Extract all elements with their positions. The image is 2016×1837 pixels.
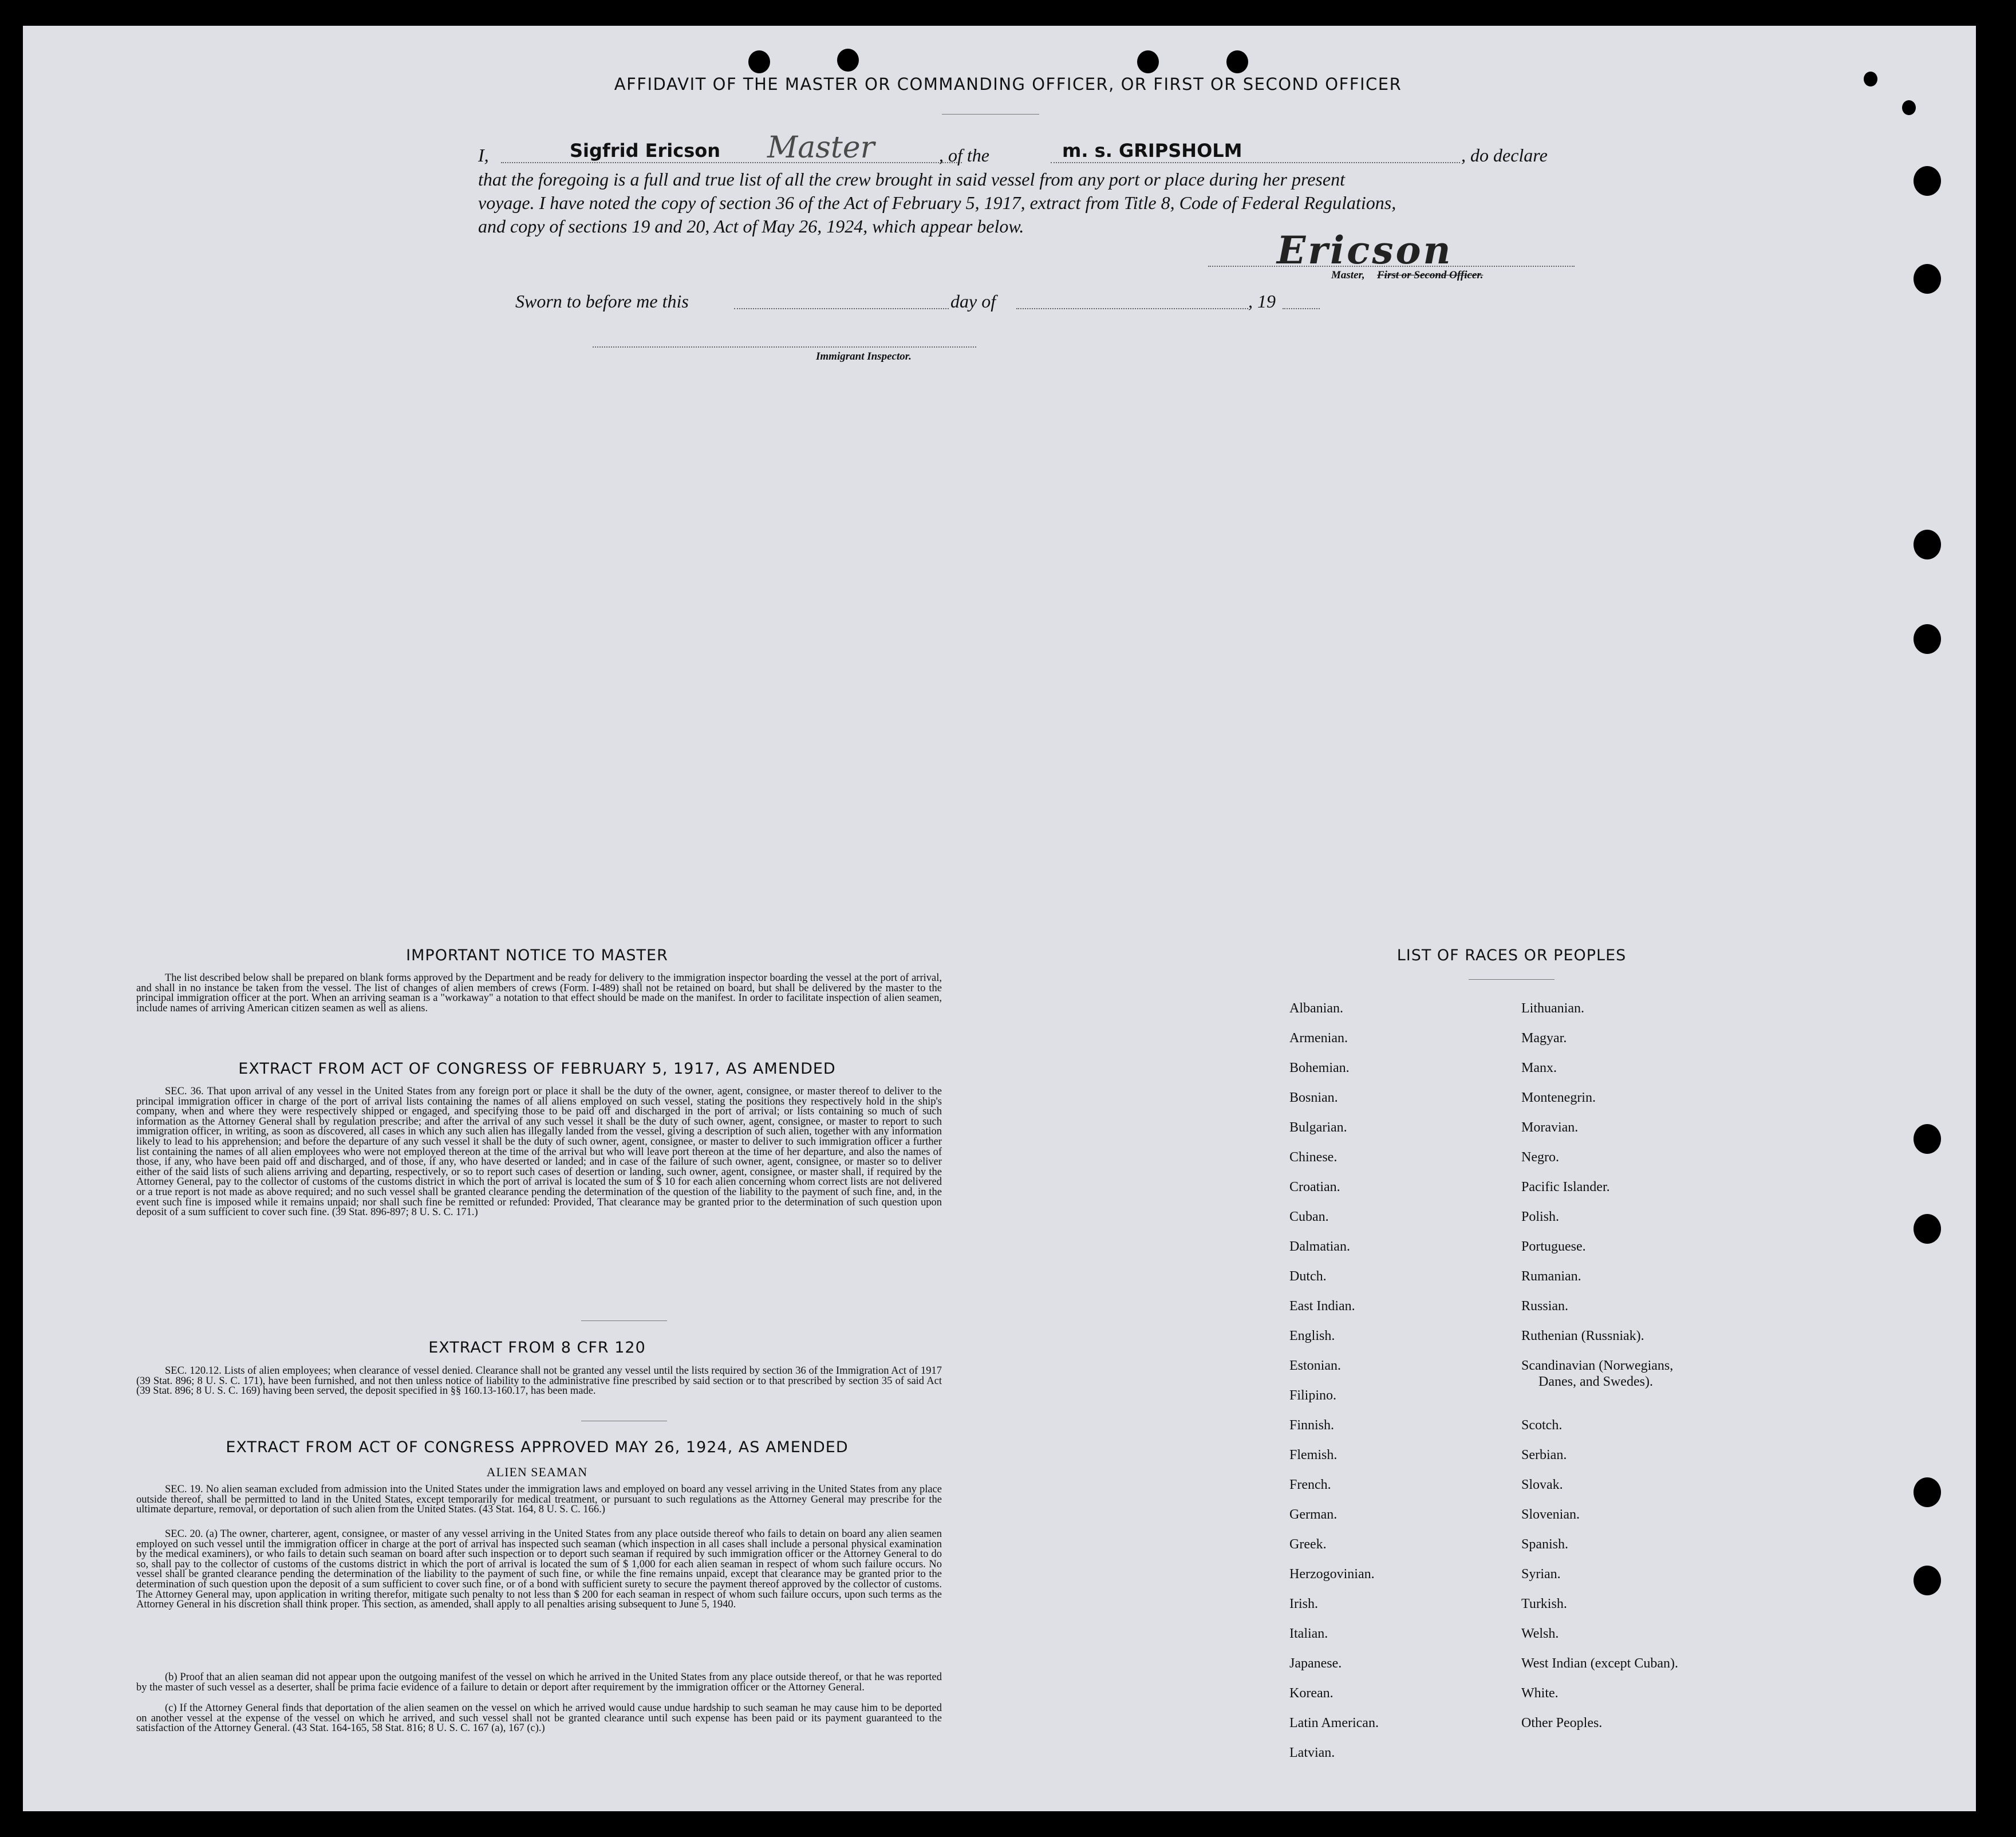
race-item: Montenegrin. [1521, 1090, 1596, 1105]
race-item: Latin American. [1289, 1716, 1379, 1730]
punch-hole [1914, 1477, 1941, 1507]
race-item: Latvian. [1289, 1745, 1335, 1760]
sec-20b-text: (b) Proof that an alien seaman did not appear upon the outgoing manifest of the vessel on which he arrived in the United States from any place outside thereof, or that he was reported by the master of such vessel as a deserter, shall be prima facie evidence of a failure to detain or deport after requirement by the immigration officer or the Attorney General. [136, 1672, 942, 1693]
race-item: West Indian (except Cuban). [1521, 1656, 1678, 1671]
race-item: Armenian. [1289, 1031, 1348, 1046]
race-item: Polish. [1521, 1209, 1560, 1224]
notice-text: The list described below shall be prepared on blank forms approved by the Department and be ready for delivery to the immigration inspector boarding the vessel at the port of arrival, and shall in no instance be taken from the vessel. The list of changes of alien members of crews (Form. I-489) shall not be retained on board, but shall be delivered by the master to the principal immigration officer at the port. When an arriving seaman is a "workaway" a notation to that effect should be made on the manifest. In order to facilitate inspection of alien seamen, include names of arriving American citizen seamen as well as aliens. [136, 972, 942, 1014]
race-item: Slovenian. [1521, 1507, 1580, 1522]
race-item: Greek. [1289, 1537, 1327, 1552]
race-item: Bosnian. [1289, 1090, 1338, 1105]
race-item: Spanish. [1521, 1537, 1569, 1552]
master-name: Sigfrid Ericson [570, 140, 721, 161]
extract-cfr-title: EXTRACT FROM 8 CFR 120 [428, 1339, 646, 1357]
race-item: Dalmatian. [1289, 1239, 1350, 1254]
sec-19-text: SEC. 19. No alien seaman excluded from admission into the United States under the immigration laws and employed on board any vessel arriving in the United States from any place outside thereof, shall be permitted to land in the United States, except temporarily for medical treatment, or pursuant to such regulations as the Attorney General may prescribe for the ultimate departure, removal, or deportation of such alien from the United States. (43 Stat. 164, 8 U. S. C. 166.) [136, 1484, 942, 1516]
race-item: Japanese. [1289, 1656, 1342, 1671]
inspector-label: Immigrant Inspector. [816, 350, 912, 362]
punch-hole [1914, 624, 1941, 654]
race-item: Estonian. [1289, 1358, 1341, 1373]
day-of-text: day of [950, 291, 996, 312]
race-item: Cuban. [1289, 1209, 1329, 1224]
race-item: Other Peoples. [1521, 1716, 1603, 1730]
do-declare-text: , do declare [1461, 145, 1548, 165]
affidavit-title: AFFIDAVIT OF THE MASTER OR COMMANDING OFFICER, OR FIRST OR SECOND OFFICER [614, 74, 1402, 94]
race-item: Filipino. [1289, 1388, 1337, 1403]
race-item: Herzogovinian. [1289, 1567, 1375, 1582]
rank-handwritten: Master [767, 131, 875, 165]
affidavit-line-2: that the foregoing is a full and true list of all the crew brought in said vessel from any port or place during her present [478, 169, 1345, 190]
race-item: German. [1289, 1507, 1338, 1522]
signature-label-master: Master, [1331, 269, 1365, 281]
punch-hole [1137, 50, 1159, 73]
race-item: Scotch. [1521, 1418, 1563, 1433]
vessel-field-line [1051, 162, 1460, 163]
race-item: East Indian. [1289, 1299, 1355, 1314]
year-prefix-text: , 19 [1248, 291, 1276, 312]
affidavit-pronoun: I, [478, 145, 489, 165]
vessel-name: m. s. GRIPSHOLM [1062, 140, 1242, 161]
of-the-text: , of the [939, 145, 989, 165]
divider [942, 114, 1039, 115]
race-item: Scandinavian (Norwegians, [1521, 1358, 1674, 1373]
sworn-month-line [1016, 308, 1248, 309]
extract-1924-title: EXTRACT FROM ACT OF CONGRESS APPROVED MAY 26, 1924, AS AMENDED [226, 1438, 849, 1456]
race-item: Danes, and Swedes). [1538, 1374, 1653, 1389]
affidavit-line-4: and copy of sections 19 and 20, Act of May 26, 1924, which appear below. [478, 216, 1024, 236]
race-item: English. [1289, 1329, 1335, 1343]
race-item: Portuguese. [1521, 1239, 1586, 1254]
race-item: Russian. [1521, 1299, 1569, 1314]
race-item: Welsh. [1521, 1626, 1559, 1641]
punch-hole [1914, 1566, 1941, 1595]
race-item: Magyar. [1521, 1031, 1567, 1046]
races-title: LIST OF RACES OR PEOPLES [1396, 947, 1627, 964]
race-item: Korean. [1289, 1686, 1334, 1701]
extract-1917-title: EXTRACT FROM ACT OF CONGRESS OF FEBRUARY 5, 1917, AS AMENDED [238, 1060, 836, 1078]
race-item: Slovak. [1521, 1477, 1563, 1492]
sworn-year-line [1283, 308, 1320, 309]
extract-1917-text: SEC. 36. That upon arrival of any vessel in the United States from any foreign port or place it shall be the duty of the owner, agent, consignee, or master thereof to deliver to the principal immigration officer in charge of the port of arrival lists containing the names of all aliens employed on such vessel, stating the positions they respectively hold in the ship's company, when and where they were respectively shipped or engaged, and specifying those to be paid off and discharged in the port of arrival; or lists containing so much of such information as the Attorney General shall by regulation prescribe; and after the arrival of any such vessel it shall be the duty of such owner, agent, consignee, or master to report to such immigration officer, in writing, as soon as discovered, all cases in which any such alien has illegally landed from the vessel, giving a description of such alien, together with any information likely to lead to his apprehension; and before the departure of any such vessel it shall be the duty of such owner, agent, consignee, or master to deliver to such immigration officer a further list containing the names of all alien employees who were not employed thereon at the time of the arrival but who will leave port thereon at the time of her departure, and also the names of those, if any, who have been paid off and discharged, and of those, if any, who have deserted or landed; and in case of the failure of such owner, agent, consignee, or master so to deliver either of the said lists of such aliens arriving and departing, respectively, or so to report such cases of desertion or landing, such owner, agent, consignee, or master shall, if required by the Attorney General, pay to the collector of customs of the customs district in which the port of arrival is located the sum of $ 10 for each alien concerning whom correct lists are not delivered or a true report is not made as above required; and no such vessel shall be granted clearance pending the determination of the question of the liability to the payment of such fine, and, in the event such fine is imposed while it remains unpaid; nor shall such fine be remitted or refunded: Provided, That clearance may be granted prior to the determination of such question upon deposit of a sum sufficient to cover such fine. (39 Stat. 896-897; 8 U. S. C. 171.) [136, 1086, 942, 1219]
extract-cfr-text: SEC. 120.12. Lists of alien employees; when clearance of vessel denied. Clearance shall not be granted any vessel until the lists required by section 36 of the Immigration Act of 1917 (39 Stat. 896; 8 U. S. C. 171), have been furnished, and not then unless notice of liability to the administrative fine prescribed by said section or to that prescribed by section 35 of said Act (39 Stat. 896; 8 U. S. C. 169) having been served, the deposit specified in §§ 160.13-160.17, has been made. [136, 1365, 942, 1397]
race-item: Finnish. [1289, 1418, 1335, 1433]
punch-hole [1914, 1214, 1941, 1244]
race-item: White. [1521, 1686, 1559, 1701]
sec-20c-text: (c) If the Attorney General finds that deportation of the alien seamen on the vessel on which he arrived would cause undue hardship to such seaman he may cause him to be deported on another vessel at the expense of the vessel on which he arrived, and such vessel shall not be granted clearance until such expense has been paid or its payment guaranteed to the satisfaction of the Attorney General. (43 Stat. 164-165, 58 Stat. 816; 8 U. S. C. 167 (a), 167 (c).) [136, 1702, 942, 1734]
punch-hole [748, 50, 770, 73]
signature-label-struck: First or Second Officer. [1377, 269, 1484, 281]
sec-20a-text: SEC. 20. (a) The owner, charterer, agent, consignee, or master of any vessel arriving in the United States from any place outside thereof who fails to detain on board any alien seamen employed on such vessel until the immigration officer in charge at the port of arrival has inspected such seaman (which inspection in all cases shall include a personal physical examination by the medical examiners), or who fails to detain such seaman on board after such inspection or to deport such seaman if required by such immigration officer or the Attorney General to do so, shall pay to the collector of customs of the customs district in which the port of arrival is located the sum of $ 1,000 for each alien seaman in respect of whom such failure occurs. No vessel shall be granted clearance pending the determination of the liability to the payment of such fine, or while the fine remains unpaid, except that clearance may be granted prior to the determination of such question upon the deposit of a sum sufficient to cover such fine, or of a bond with sufficient surety to secure the payment thereof approved by the collector of customs. The Attorney General may, upon application in writing therefor, mitigate such penalty to not less than $ 200 for each seaman in respect of whom such failure occurs, upon such terms as the Attorney General in his discretion shall think proper. This section, as amended, shall apply to all penalties arising subsequent to June 5, 1940. [136, 1528, 942, 1611]
race-item: French. [1289, 1477, 1331, 1492]
race-item: Rumanian. [1521, 1269, 1581, 1284]
race-item: Dutch. [1289, 1269, 1327, 1284]
master-signature: Ericson [1277, 228, 1453, 273]
notice-title: IMPORTANT NOTICE TO MASTER [406, 947, 668, 964]
punch-hole [1914, 1124, 1941, 1154]
punch-hole [837, 49, 859, 72]
race-item: Croatian. [1289, 1180, 1340, 1195]
race-item: Manx. [1521, 1061, 1557, 1075]
race-item: Serbian. [1521, 1448, 1567, 1462]
punch-hole [1914, 264, 1941, 294]
race-item: Irish. [1289, 1596, 1318, 1611]
race-item: Turkish. [1521, 1596, 1567, 1611]
name-field-line [501, 162, 962, 163]
sworn-day-line [734, 308, 949, 309]
divider [581, 1320, 667, 1321]
divider [1469, 979, 1555, 980]
alien-seaman-subtitle: ALIEN SEAMAN [486, 1465, 588, 1479]
race-item: Italian. [1289, 1626, 1328, 1641]
race-item: Moravian. [1521, 1120, 1579, 1135]
race-item: Bohemian. [1289, 1061, 1350, 1075]
race-item: Ruthenian (Russniak). [1521, 1329, 1644, 1343]
race-item: Negro. [1521, 1150, 1559, 1165]
race-item: Syrian. [1521, 1567, 1561, 1582]
punch-hole [1914, 530, 1941, 559]
race-item: Lithuanian. [1521, 1001, 1584, 1016]
race-item: Flemish. [1289, 1448, 1338, 1462]
race-item: Chinese. [1289, 1150, 1338, 1165]
race-item: Pacific Islander. [1521, 1180, 1610, 1195]
punch-hole [1914, 166, 1941, 196]
affidavit-line-3: voyage. I have noted the copy of section 36 of the Act of February 5, 1917, extract from Title 8, Code of Federal Regulations, [478, 192, 1396, 213]
punch-hole [1902, 100, 1916, 115]
punch-hole [1226, 50, 1248, 73]
race-item: Bulgarian. [1289, 1120, 1347, 1135]
inspector-signature-line [593, 346, 976, 348]
sworn-text: Sworn to before me this [515, 291, 689, 312]
race-item: Albanian. [1289, 1001, 1343, 1016]
